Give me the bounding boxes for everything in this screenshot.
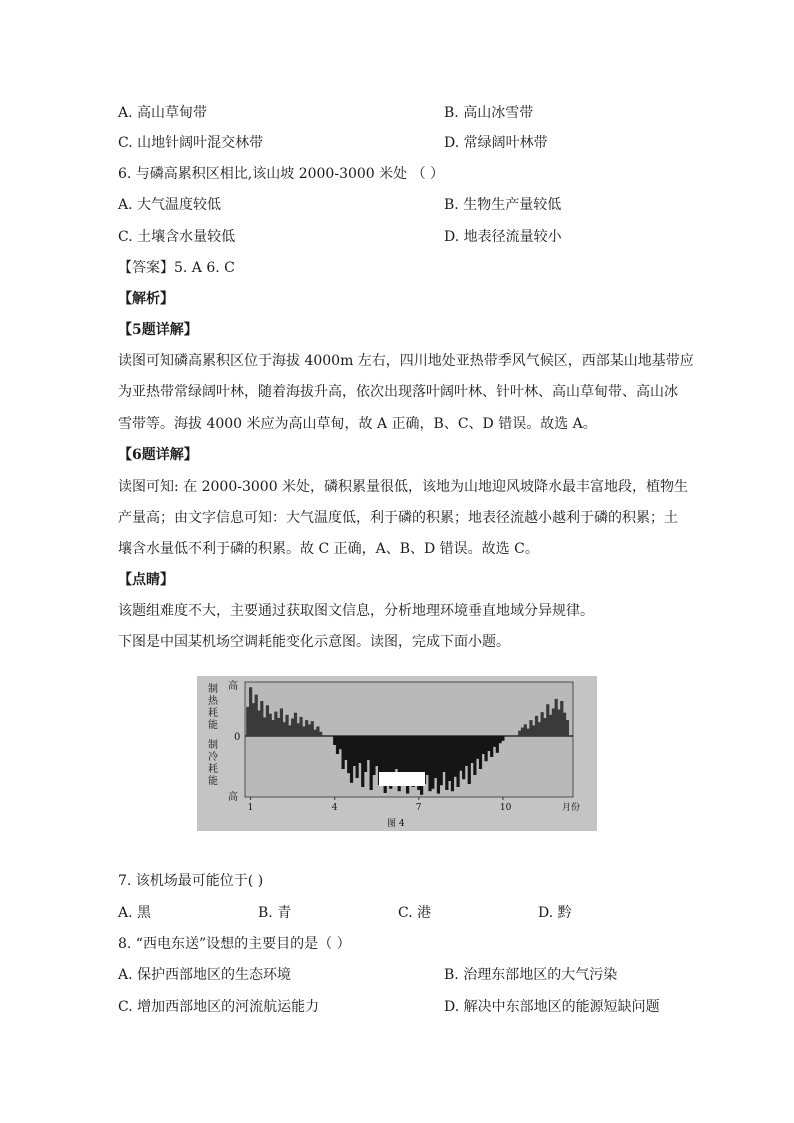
- heating-bar: [518, 731, 521, 736]
- heating-bar: [538, 722, 541, 736]
- y-bottom-label: 高: [228, 792, 238, 803]
- q5-option-d: D. 常绿阔叶林带: [444, 135, 548, 151]
- heating-bar: [532, 725, 535, 736]
- q7-stem: 7. 该机场最可能位于( ): [118, 873, 264, 889]
- x-tick-label: 10: [499, 803, 512, 813]
- image-smudge: [379, 772, 425, 786]
- heating-bar: [560, 701, 563, 736]
- cooling-bar: [473, 736, 476, 775]
- q8-option-b: B. 治理东部地区的大气污染: [444, 967, 618, 983]
- cooling-bar: [442, 736, 445, 772]
- heating-bar: [297, 723, 300, 736]
- cooling-bar: [342, 736, 345, 769]
- q8-option-c: C. 增加西部地区的河流航运能力: [118, 999, 320, 1015]
- cooling-bar: [459, 736, 462, 771]
- cooling-bar: [454, 736, 457, 777]
- cooling-axis-label: 制冷耗能: [208, 740, 218, 787]
- heating-bar: [549, 715, 552, 736]
- heating-bar: [313, 730, 316, 736]
- chart-svg: [197, 676, 597, 831]
- heating-bar: [311, 721, 314, 736]
- cooling-bar: [487, 736, 490, 751]
- heating-bar: [563, 713, 566, 736]
- heating-bar: [260, 701, 263, 736]
- heating-bar: [521, 728, 524, 736]
- q5-option-a: A. 高山草甸带: [118, 105, 208, 121]
- cooling-bar: [434, 736, 437, 778]
- heating-bar: [535, 716, 538, 736]
- heating-bar: [299, 717, 302, 736]
- cooling-bar: [440, 736, 443, 785]
- cooling-bar: [428, 736, 431, 791]
- cooling-bar: [465, 736, 468, 766]
- q5-detail-line: 雪带等。海拔 4000 米应为高山草甸，故 A 正确，B、C、D 错误。故选 A。: [118, 416, 597, 432]
- heating-bar: [271, 720, 274, 736]
- cooling-bar: [381, 736, 384, 778]
- cooling-bar: [358, 736, 361, 763]
- heating-bar: [552, 708, 555, 736]
- q7-option-b: B. 青: [258, 905, 292, 921]
- q8-stem: 8. “西电东送”设想的主要目的是（ ）: [118, 936, 351, 952]
- q6-detail-line: 读图可知: 在 2000-3000 米处，磷积累量很低，该地为山地迎风坡降水最丰富地段，植物生: [118, 479, 689, 495]
- q8-option-d: D. 解决中东部地区的能源短缺问题: [444, 999, 660, 1015]
- x-tick-label: 1: [247, 803, 254, 813]
- heating-bar: [285, 715, 288, 736]
- heating-bar: [566, 720, 569, 736]
- cooling-bar: [490, 736, 493, 757]
- cooling-bar: [479, 736, 482, 769]
- cooling-bar: [462, 736, 465, 779]
- heating-bar: [527, 729, 530, 736]
- energy-consumption-chart: [197, 676, 597, 831]
- heating-bar: [263, 717, 266, 736]
- heating-bar: [249, 687, 252, 736]
- q8-option-a: A. 保护西部地区的生态环境: [118, 967, 292, 983]
- cooling-bar: [482, 736, 485, 754]
- cooling-bar: [364, 736, 367, 772]
- heating-bar: [294, 713, 297, 736]
- cooling-bar: [426, 736, 429, 775]
- cooling-bar: [484, 736, 487, 761]
- cooling-bar: [353, 736, 356, 766]
- heating-axis-label: 制热耗能: [208, 684, 218, 731]
- cooling-bar: [400, 736, 403, 778]
- heating-bar: [316, 726, 319, 736]
- y-top-label: 高: [228, 681, 238, 692]
- tip-text: 该题组难度不大，主要通过获取图文信息，分析地理环境垂直地域分异规律。: [118, 603, 594, 619]
- q5-detail-line: 读图可知磷高累积区位于海拔 4000m 左右，四川地处亚热带季风气候区，西部某山地基带应: [118, 353, 694, 369]
- heating-bar: [319, 732, 322, 736]
- x-tick-group: [248, 797, 512, 813]
- q6-option-a: A. 大气温度较低: [118, 197, 222, 213]
- heating-bar: [255, 695, 258, 736]
- cooling-bar: [375, 736, 378, 766]
- cooling-bar: [431, 736, 434, 789]
- heating-bar: [280, 708, 283, 736]
- q6-detail-line: 壤含水量低不利于磷的积累。故 C 正确，A、B、D 错误。故选 C。: [118, 541, 539, 557]
- q7-options: [118, 903, 678, 923]
- cooling-bar: [344, 736, 347, 760]
- cooling-bar: [350, 736, 353, 783]
- cooling-bar: [470, 736, 473, 763]
- cooling-bar: [333, 736, 336, 745]
- cooling-bar: [339, 736, 342, 749]
- heating-bar: [555, 699, 558, 736]
- q5-option-c: C. 山地针阔叶混交林带: [118, 135, 264, 151]
- cooling-bar: [361, 736, 364, 787]
- heating-bar: [557, 710, 560, 737]
- heating-bar: [543, 718, 546, 736]
- heating-bar: [529, 720, 532, 736]
- q6-detail-heading: 【6题详解】: [118, 447, 198, 463]
- heating-bar: [252, 703, 255, 736]
- x-axis-label: 月份: [562, 803, 581, 813]
- q6-detail-line: 产量高；由文字信息可知：大气温度低，利于磷的积累；地表径流越小越利于磷的积累；土: [118, 510, 678, 526]
- cooling-bar: [476, 736, 479, 759]
- cooling-bar: [448, 736, 451, 781]
- cooling-bar: [386, 736, 389, 772]
- heating-bar: [266, 705, 269, 736]
- figure-caption: 图 4: [387, 819, 405, 829]
- tip-heading: 【点睛】: [118, 572, 174, 588]
- heating-bar: [546, 704, 549, 736]
- heating-bar: [302, 726, 305, 736]
- cooling-bar: [437, 736, 440, 794]
- x-tick-label: 4: [331, 803, 338, 813]
- cooling-bar: [336, 736, 339, 754]
- heating-bar: [274, 712, 277, 736]
- q5-detail-heading: 【5题详解】: [118, 322, 198, 338]
- answer-line: 【答案】5. A 6. C: [118, 260, 235, 276]
- q6-stem: 6. 与磷高累积区相比,该山坡 2000-3000 米处 （ ）: [118, 166, 445, 182]
- cooling-bar: [395, 736, 398, 769]
- q7-option-c: C. 港: [398, 905, 432, 921]
- heating-bar: [257, 711, 260, 736]
- cooling-bar: [409, 736, 412, 772]
- heating-bar: [541, 712, 544, 736]
- q5-option-b: B. 高山冰雪带: [444, 105, 534, 121]
- heating-bar: [291, 719, 294, 736]
- cooling-bar: [372, 736, 375, 775]
- cooling-bar: [370, 736, 373, 790]
- heating-bar: [283, 722, 286, 736]
- cooling-bar: [356, 736, 359, 778]
- heating-bar: [277, 718, 280, 736]
- cooling-bar: [347, 736, 350, 773]
- cooling-bar: [468, 736, 471, 784]
- cooling-bar: [445, 736, 448, 790]
- heating-bar: [246, 707, 249, 736]
- heating-bar: [288, 725, 291, 736]
- q6-option-d: D. 地表径流量较小: [444, 229, 562, 245]
- q7-option-a: A. 黑: [118, 905, 152, 921]
- heating-bar: [308, 724, 311, 736]
- x-tick-label: 7: [415, 803, 422, 813]
- cooling-bar: [367, 736, 370, 760]
- q6-option-b: B. 生物生产量较低: [444, 197, 562, 213]
- heating-bar: [269, 714, 272, 736]
- cooling-bar: [451, 736, 454, 791]
- heating-bar: [305, 720, 308, 736]
- analysis-heading: 【解析】: [118, 291, 174, 307]
- heating-bar: [524, 724, 527, 736]
- q5-detail-line: 为亚热带常绿阔叶林，随着海拔升高，依次出现落叶阔叶林、针叶林、高山草甸带、高山冰: [118, 384, 678, 400]
- y-zero-label: 0: [234, 732, 241, 743]
- q7-option-d: D. 黔: [538, 905, 572, 921]
- q6-option-c: C. 土壤含水量较低: [118, 229, 236, 245]
- figure-intro: 下图是中国某机场空调耗能变化示意图。读图，完成下面小题。: [118, 634, 510, 650]
- cooling-bar: [456, 736, 459, 787]
- cooling-bar: [496, 736, 499, 753]
- cooling-bar: [499, 736, 502, 743]
- cooling-bar: [501, 736, 504, 741]
- cooling-bar: [493, 736, 496, 747]
